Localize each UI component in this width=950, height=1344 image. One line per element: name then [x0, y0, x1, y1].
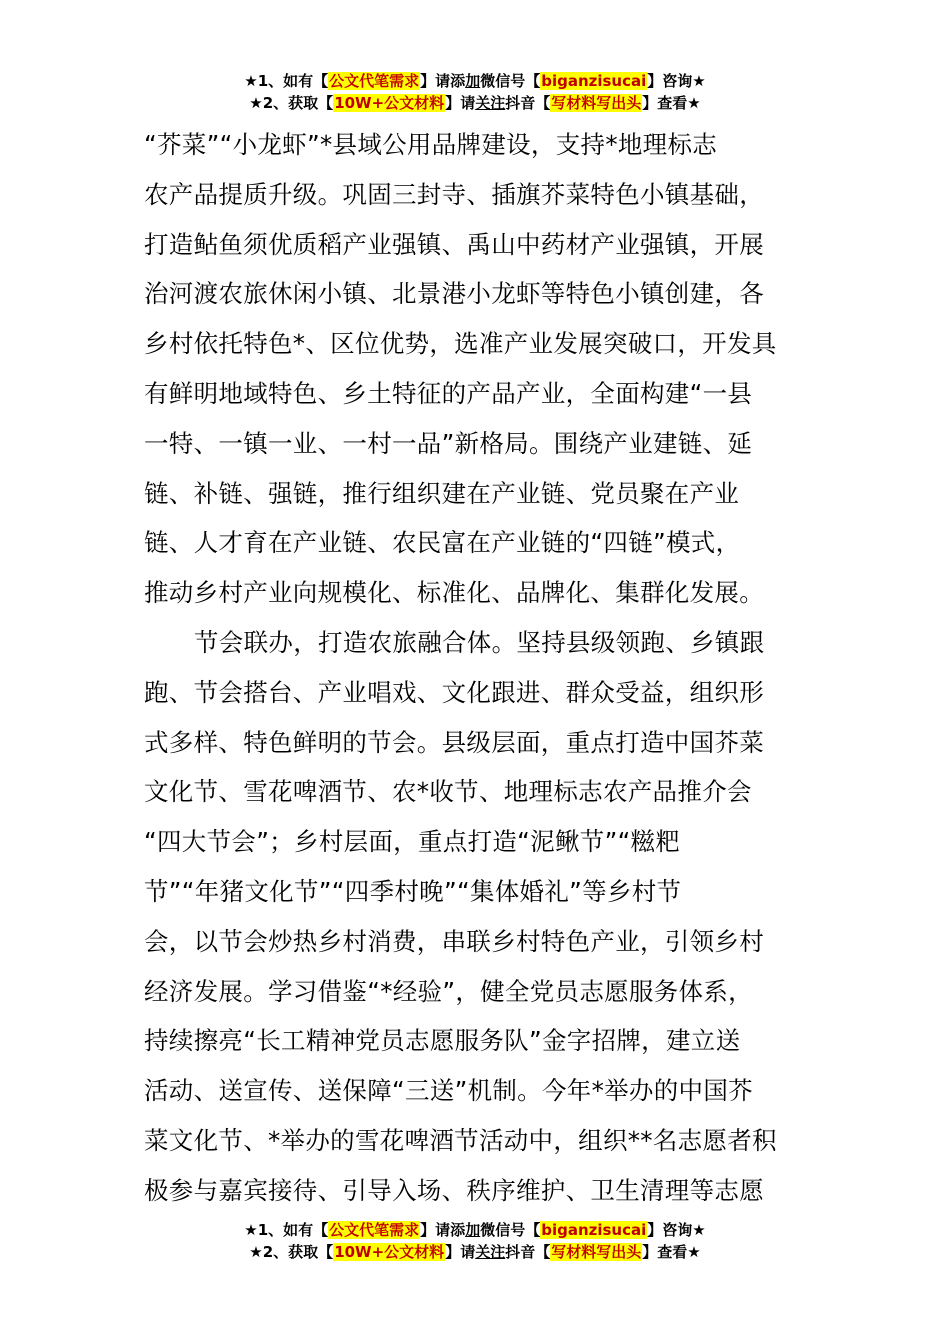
- body-line: 文化节、雪花啤酒节、农*收节、地理标志农产品推介会: [144, 777, 752, 807]
- body-line: 菜文化节、*举办的雪花啤酒节活动中，组织**名志愿者积: [144, 1125, 777, 1155]
- banner-line-2: ★2、获取【10W+公文材料】请关注抖音【写材料写出头】查看★: [249, 1243, 701, 1261]
- body-line: 极参与嘉宾接待、引导入场、秩序维护、卫生清理等志愿: [144, 1175, 764, 1205]
- body-line: 式多样、特色鲜明的节会。县级层面，重点打造中国芥菜: [144, 727, 764, 757]
- paragraph-start-line: 节会联办，打造农旅融合体。坚持县级领跑、乡镇跟: [194, 627, 765, 657]
- body-line: 会，以节会炒热乡村消费，串联乡村特色产业，引领乡村: [144, 926, 764, 956]
- banner-line-2: ★2、获取【10W+公文材料】请关注抖音【写材料写出头】查看★: [249, 94, 701, 112]
- body-line: 链、人才育在产业链、农民富在产业链的“四链”模式，: [144, 528, 741, 558]
- body-line: 跑、节会搭台、产业唱戏、文化跟进、群众受益，组织形: [144, 677, 764, 707]
- body-line: 治河渡农旅休闲小镇、北景港小龙虾等特色小镇创建，各: [144, 279, 764, 309]
- banner-line-1: ★1、如有【公文代笔需求】请添加微信号【biganzisucai】咨询★: [244, 72, 706, 90]
- highlight-service: 公文代笔需求: [329, 72, 420, 90]
- body-line: 打造鲇鱼须优质稻产业强镇、禹山中药材产业强镇，开展: [144, 229, 764, 259]
- highlight-douyin-account: 写材料写出头: [551, 1243, 642, 1261]
- body-line: 乡村依托特色*、区位优势，选准产业发展突破口，开发具: [144, 329, 777, 359]
- highlight-materials: 10W+公文材料: [334, 1243, 445, 1261]
- body-line: 节”“年猪文化节”“四季村晚”“集体婚礼”等乡村节: [144, 876, 682, 906]
- body-line: 有鲜明地域特色、乡土特征的产品产业，全面构建“一县: [144, 378, 753, 408]
- body-line: “芥菜”“小龙虾”*县域公用品牌建设，支持*地理标志: [144, 130, 718, 159]
- highlight-materials: 10W+公文材料: [334, 94, 445, 112]
- body-line: 活动、送宣传、送保障“三送”机制。今年*举办的中国芥: [144, 1076, 753, 1106]
- body-line: 经济发展。学习借鉴“*经验”，健全党员志愿服务体系，: [144, 976, 753, 1006]
- header-banner: [0, 70, 950, 114]
- document-body: [144, 120, 814, 1216]
- body-line: 农产品提质升级。巩固三封寺、插旗芥菜特色小镇基础，: [144, 179, 764, 209]
- body-line: 推动乡村产业向规模化、标准化、品牌化、集群化发展。: [144, 578, 764, 608]
- body-line: 链、补链、强链，推行组织建在产业链、党员聚在产业: [144, 478, 740, 508]
- highlight-wechat-id: biganzisucai: [541, 72, 647, 90]
- body-line: 持续擦亮“长工精神党员志愿服务队”金字招牌，建立送: [144, 1026, 741, 1056]
- banner-line-1: ★1、如有【公文代笔需求】请添加微信号【biganzisucai】咨询★: [244, 1221, 706, 1239]
- body-line: “四大节会”；乡村层面，重点打造“泥鳅节”“糍粑: [144, 827, 681, 857]
- highlight-douyin-account: 写材料写出头: [551, 94, 642, 112]
- body-line: 一特、一镇一业、一村一品”新格局。围绕产业建链、延: [144, 428, 753, 458]
- highlight-wechat-id: biganzisucai: [541, 1221, 647, 1239]
- highlight-service: 公文代笔需求: [329, 1221, 420, 1239]
- footer-banner: [0, 1219, 950, 1263]
